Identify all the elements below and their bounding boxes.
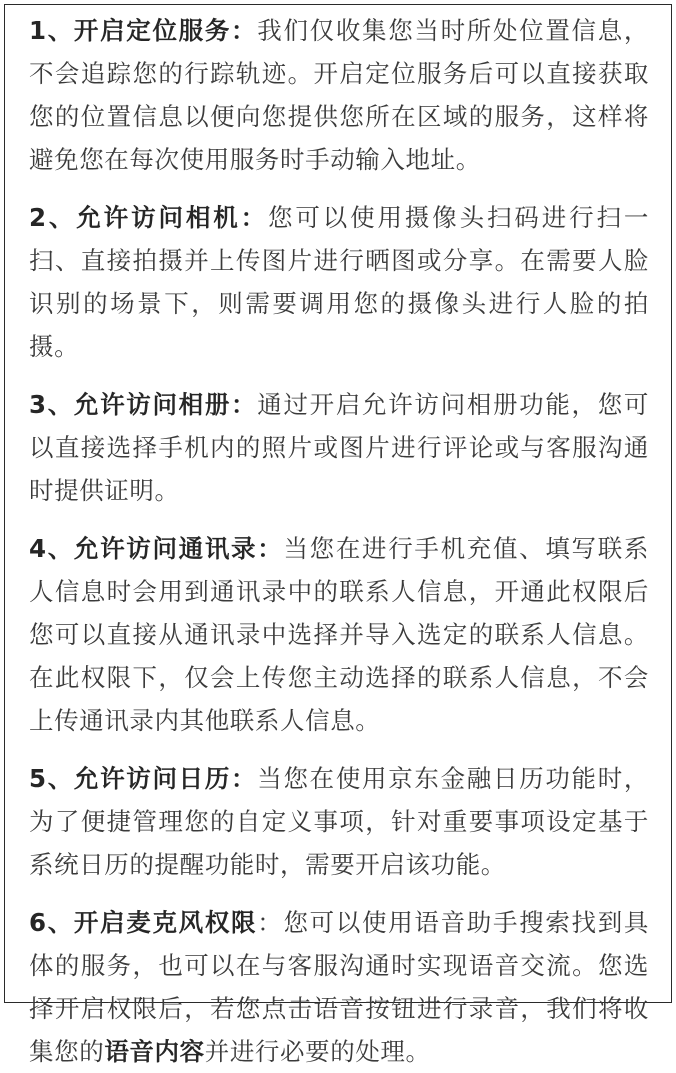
permission-description: 我们仅收集您当时所处位置信息，不会追踪您的行踪轨迹。开启定位服务后可以直接获取您的位置信息以便向您提供您所在区域的服务，这样将避免您在每次使用服务时手动输入地址。 (29, 16, 649, 174)
permission-heading: 2、允许访问相机： (29, 203, 268, 232)
permission-item-microphone (29, 901, 649, 1073)
permission-heading: 4、允许访问通讯录： (29, 534, 284, 563)
permission-description: 当您在进行手机充值、填写联系人信息时会用到通讯录中的联系人信息，开通此权限后您可以直接从通讯录中选择并导入选定的联系人信息。在此权限下，仅会上传您主动选择的联系人信息，不会上传通讯录内其他联系人信息。 (29, 534, 649, 735)
permission-description: 您可以使用语音助手搜索找到具体的服务，也可以在与客服沟通时实现语音交流。您选择开启权限后，若您点击语音按钮进行录音，我们将收集您的 (29, 908, 649, 1066)
permission-description-tail: 并进行必要的处理。 (204, 1037, 431, 1066)
permission-heading: 3、允许访问相册： (29, 390, 258, 419)
permission-item-contacts (29, 527, 649, 742)
permissions-document (4, 4, 672, 1066)
permission-heading: 5、允许访问日历： (29, 764, 258, 793)
permission-description: 您可以使用摄像头扫码进行扫一扫、直接拍摄并上传图片进行晒图或分享。在需要人脸识别的场景下，则需要调用您的摄像头进行人脸的拍摄。 (29, 203, 649, 361)
permission-item-album (29, 383, 649, 512)
permission-emphasis: 语音内容 (104, 1037, 205, 1066)
permission-description: 通过开启允许访问相册功能，您可以直接选择手机内的照片或图片进行评论或与客服沟通时提供证明。 (29, 390, 649, 505)
permission-heading: 1、开启定位服务： (29, 16, 258, 45)
permission-description: 当您在使用京东金融日历功能时，为了便捷管理您的自定义事项，针对重要事项设定基于系统日历的提醒功能时，需要开启该功能。 (29, 764, 649, 879)
permission-item-calendar (29, 757, 649, 886)
permission-item-camera (29, 196, 649, 368)
permission-separator: ： (257, 908, 284, 937)
permission-heading: 6、开启麦克风权限 (29, 908, 258, 937)
permission-item-location (29, 9, 649, 181)
